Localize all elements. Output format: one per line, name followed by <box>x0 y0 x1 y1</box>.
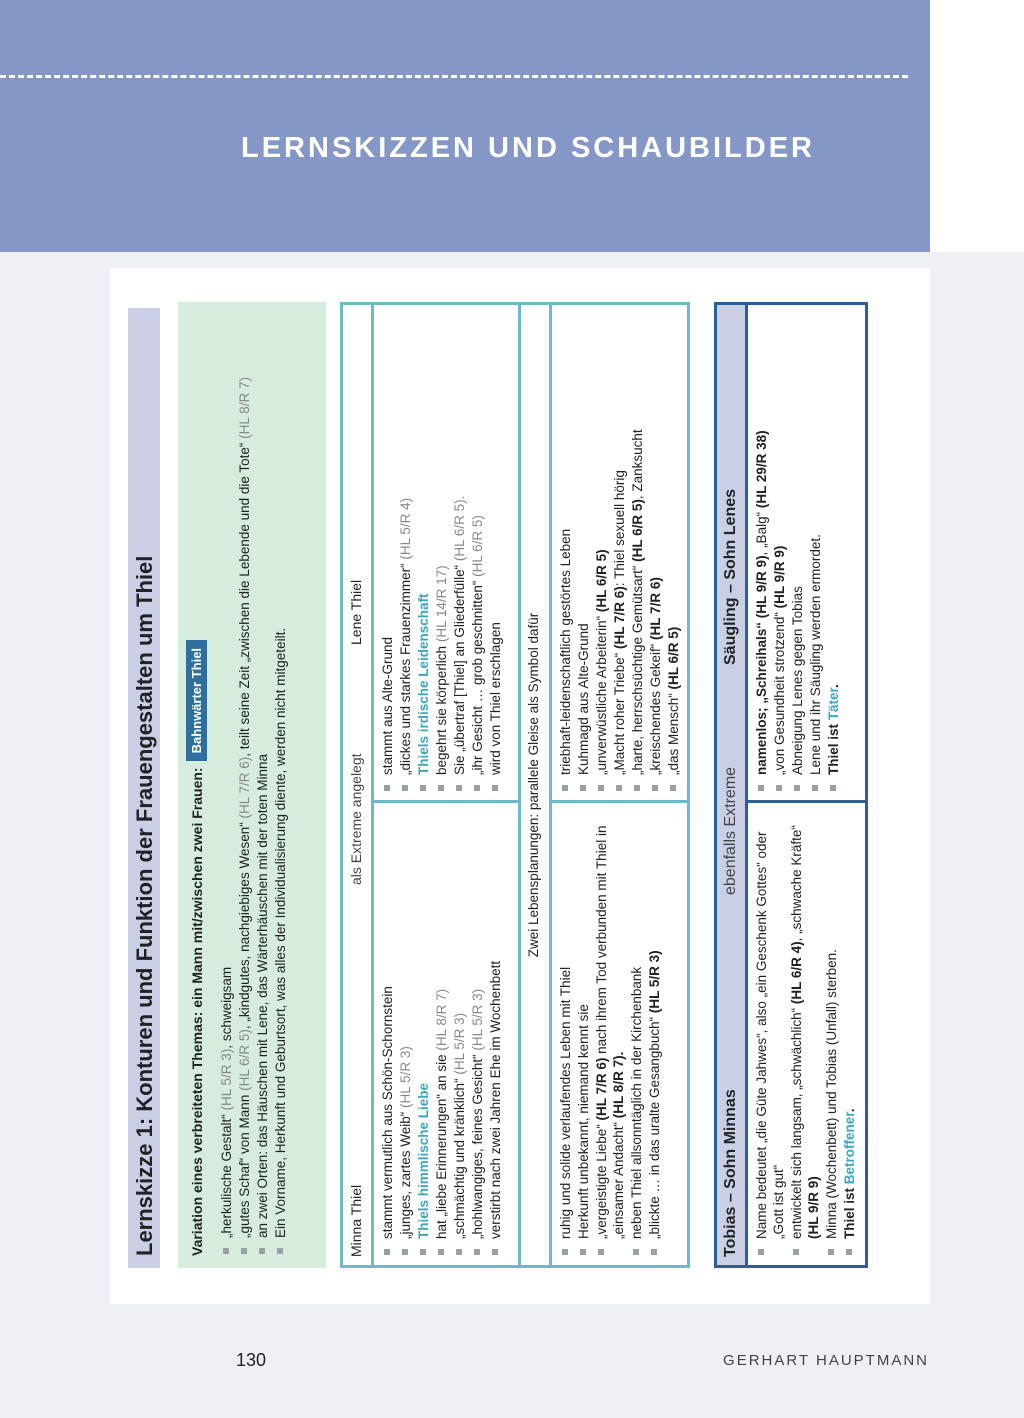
minna-plan-list <box>557 807 664 1257</box>
list-item: „hohlwangiges, feines Gesicht“ (HL 5/R 3) <box>469 807 486 1257</box>
list-item: stammt vermutlich aus Schön-Schornstein <box>379 807 396 1257</box>
list-item: entwickelt sich langsam, „schwächlich“ (HL 6/R 4), „schwache Kräfte“ (HL 9/R 9) <box>788 809 822 1257</box>
list-item: an zwei Orten: das Häuschen mit Lene, das Wärterhäuschen mit der toten Minna <box>254 316 271 1256</box>
header-lene: Lene Thiel <box>348 579 364 645</box>
list-item: „unverwüstliche Arbeiterin“ (HL 6/R 5) <box>593 309 610 793</box>
list-item: „herkulische Gestalt“ (HL 5/R 3), schweigsam <box>218 316 235 1256</box>
page-number: 130 <box>236 1350 267 1370</box>
header-saeugling: Säugling – Sohn Lenes <box>722 488 739 665</box>
column-divider <box>371 800 521 803</box>
minna-list <box>379 807 505 1257</box>
header-extremes-2: ebenfalls Extreme <box>722 766 739 895</box>
list-item: Thiels irdische Leidenschaft <box>415 313 432 793</box>
tobias-saeugling-table <box>714 302 868 1268</box>
list-item: wird von Thiel erschlagen <box>487 313 504 793</box>
list-item: triebhaft-leidenschaftlich gestörtes Leben <box>557 309 574 793</box>
header-band <box>0 0 930 252</box>
list-item: „schmächtig und kränklich“ (HL 5/R 3) <box>451 807 468 1257</box>
lebensplanungen-row: Zwei Lebensplanungen: parallele Gleise als Symbol dafür <box>518 305 552 1265</box>
list-item: „ihr Gesicht … grob geschnitten“ (HL 6/R 5) <box>469 313 486 793</box>
list-item: Minna (Wochenbett) und Tobias (Unfall) sterben. <box>823 809 840 1257</box>
table-header-row <box>717 305 748 1265</box>
sketch-title: Lernskizze 1: Konturen und Funktion der Frauengestalten um Thiel <box>132 555 157 1256</box>
dashed-divider <box>0 75 908 78</box>
list-item: „dickes und starkes Frauenzimmer“ (HL 5/R 4) <box>397 313 414 793</box>
list-item: hat „liebe Erinnerungen“ an sie (HL 8/R 7) <box>433 807 450 1257</box>
page-margin <box>930 0 1024 252</box>
list-item: Thiels himmlische Liebe <box>415 807 432 1257</box>
header-extremes: als Extreme angelegt <box>348 753 364 885</box>
column-divider <box>549 800 687 803</box>
list-item: Name bedeutet „die Güte Jahwes“, also „ein Geschenk Gottes“ oder „Gott ist gut“ <box>753 809 787 1257</box>
list-item: „harte, herrschsüchtige Gemütsart“ (HL 6/R 5), Zanksucht <box>629 309 646 793</box>
list-item: „vergeistigte Liebe“ (HL 7/R 6) nach ihrem Tod verbunden mit Thiel in „einsamer Andacht“ (HL 8/R 7). <box>593 807 627 1257</box>
list-item: „von Gesundheit strotzend“ (HL 9/R 9) <box>771 313 788 793</box>
tobias-list <box>753 809 859 1257</box>
list-item: Lene und ihr Säugling werden ermordet. <box>807 313 824 793</box>
list-item: verstirbt nach zwei Jahren Ehe im Wochenbett <box>487 807 504 1257</box>
list-item: stammt aus Alte-Grund <box>379 313 396 793</box>
content-sheet <box>110 268 930 1304</box>
sketch-title-bar <box>128 308 160 1268</box>
list-item: Thiel ist Täter. <box>825 313 842 793</box>
list-item: „gutes Schaf“ von Mann (HL 6/R 5), „kindgutes, nachgiebiges Wesen“ (HL 7/R 6), teilt seine Zeit „zwischen die Lebende und die Tote“ (HL 8/R 7) <box>236 316 253 1256</box>
list-item: „das Mensch“ (HL 6/R 5) <box>665 309 682 793</box>
list-item: „kreischendes Gekeif“ (HL 7/R 6) <box>647 309 664 793</box>
list-item: „Macht roher Triebe“ (HL 7/R 6): Thiel sexuell hörig <box>611 309 628 793</box>
bahnwaerter-badge: Bahnwärter Thiel <box>186 640 207 761</box>
header-minna: Minna Thiel <box>348 1184 364 1257</box>
lene-list <box>379 313 505 793</box>
column-divider <box>745 800 865 803</box>
section-title: LERNSKIZZEN UND SCHAUBILDER <box>241 132 815 164</box>
list-item: begehrt sie körperlich (HL 14/R 17) <box>433 313 450 793</box>
saeugling-list <box>753 313 843 793</box>
intro-box <box>178 302 326 1268</box>
list-item: Ein Vorname, Herkunft und Geburtsort, was alles der Individualisierung diente, werden nicht mitgeteilt. <box>272 316 289 1256</box>
header-tobias: Tobias – Sohn Minnas <box>722 1089 739 1257</box>
list-item: „junges, zartes Weib“ (HL 5/R 3) <box>397 807 414 1257</box>
lene-plan-list <box>557 309 683 793</box>
rotated-content <box>110 268 930 1304</box>
list-item: „blickte … in das uralte Gesangbuch“ (HL 5/R 3) <box>646 807 663 1257</box>
minna-lene-table <box>340 302 690 1268</box>
intro-heading <box>186 640 207 1256</box>
list-item: Abneigung Lenes gegen Tobias <box>789 313 806 793</box>
list-item: Thiel ist Betroffener. <box>841 809 858 1257</box>
list-item: neben Thiel allsonntäglich in der Kirchenbank <box>628 807 645 1257</box>
list-item: Kuhmagd aus Alte-Grund <box>575 309 592 793</box>
table-header-row <box>343 305 374 1265</box>
list-item: ruhig und solide verlaufendes Leben mit Thiel <box>557 807 574 1257</box>
intro-heading-text: Variation eines verbreiteten Themas: ein Mann mit/zwischen zwei Frauen: <box>188 767 205 1256</box>
list-item: namenlos; „Schreihals“ (HL 9/R 9), „Balg“ (HL 29/R 38) <box>753 313 770 793</box>
list-item: Sie „übertraf [Thiel] an Gliederfülle“ (HL 6/R 5). <box>451 313 468 793</box>
footer-author: GERHART HAUPTMANN <box>723 1352 929 1369</box>
intro-list <box>218 316 290 1256</box>
list-item: Herkunft unbekannt, niemand kennt sie <box>575 807 592 1257</box>
